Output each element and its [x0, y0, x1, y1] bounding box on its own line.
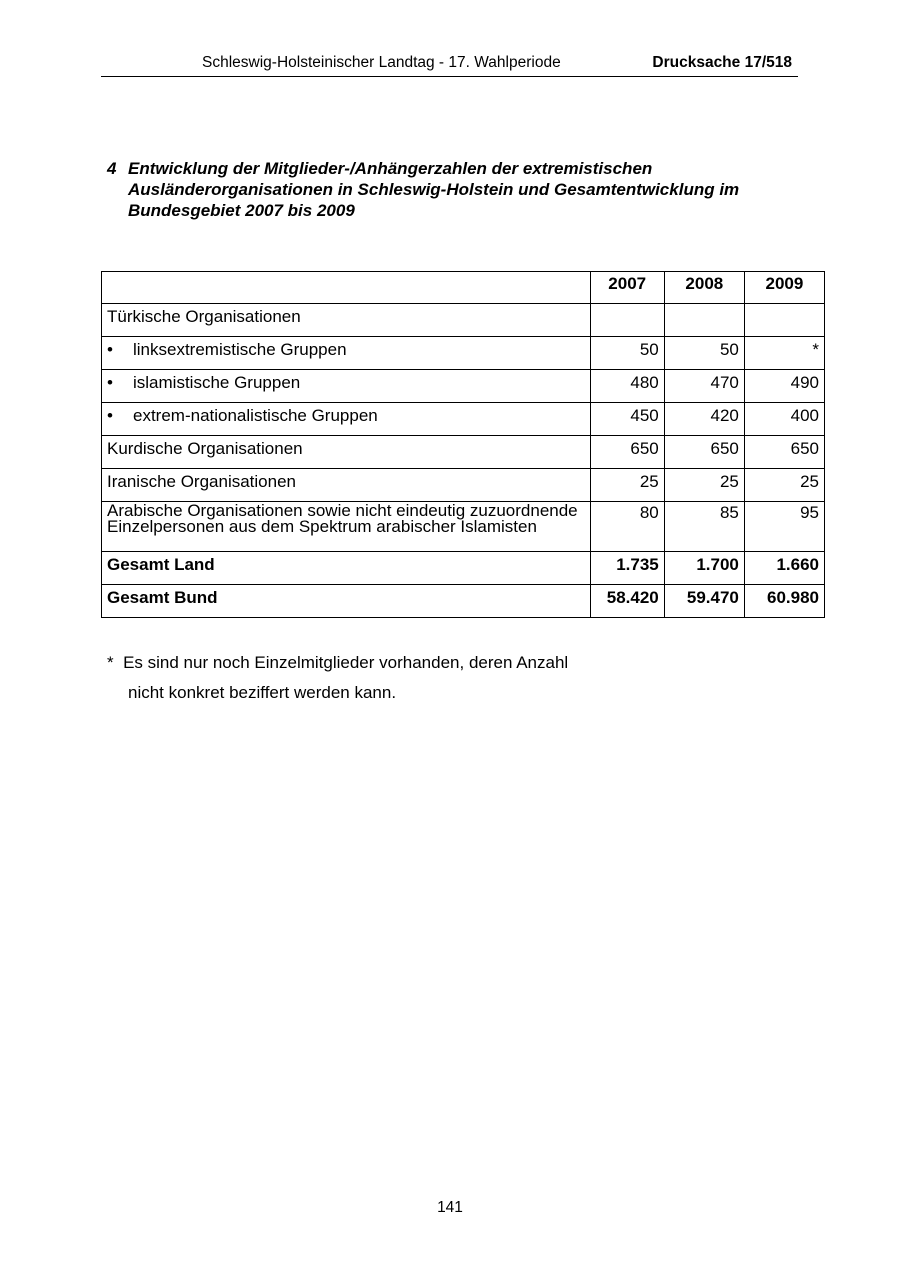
header-title: Schleswig-Holsteinischer Landtag - 17. Wahlperiode — [202, 54, 561, 71]
cell-value: 25 — [744, 469, 824, 502]
cell-value: 25 — [590, 469, 664, 502]
row-label: extrem-nationalistische Gruppen — [133, 406, 378, 425]
cell-value: 50 — [590, 337, 664, 370]
section-title: Entwicklung der Mitglieder-/Anhängerzahlen der extremistischen Ausländerorganisationen in Schleswig-Holstein und Gesamtentwicklung im Bundesgebiet 2007 bis 2009 — [128, 159, 740, 220]
table-header-year: 2009 — [744, 272, 824, 304]
table-row-total-land — [102, 552, 825, 585]
table-row — [102, 436, 825, 469]
row-label-cell — [102, 337, 591, 370]
cell-value — [590, 304, 664, 337]
footnote — [107, 648, 568, 708]
cell-value: 1.700 — [664, 552, 744, 585]
cell-value: 1.660 — [744, 552, 824, 585]
table-header-year: 2007 — [590, 272, 664, 304]
section-number: 4 — [107, 159, 117, 178]
bullet: • — [107, 406, 113, 425]
cell-value: 450 — [590, 403, 664, 436]
cell-value — [744, 304, 824, 337]
table-row — [102, 469, 825, 502]
row-label: Türkische Organisationen — [102, 304, 591, 337]
table-row-total-bund — [102, 585, 825, 618]
cell-value: 650 — [664, 436, 744, 469]
cell-value: 420 — [664, 403, 744, 436]
page-number: 141 — [437, 1199, 463, 1216]
row-label: Kurdische Organisationen — [102, 436, 591, 469]
cell-value: 80 — [590, 502, 664, 552]
cell-value: 1.735 — [590, 552, 664, 585]
row-label: linksextremistische Gruppen — [133, 340, 347, 359]
row-label: Gesamt Bund — [102, 585, 591, 618]
cell-value: 95 — [744, 502, 824, 552]
table-row — [102, 370, 825, 403]
cell-value: 50 — [664, 337, 744, 370]
section-heading — [107, 158, 747, 221]
cell-value: 85 — [664, 502, 744, 552]
cell-value: 58.420 — [590, 585, 664, 618]
row-label: Iranische Organisationen — [102, 469, 591, 502]
bullet: • — [107, 340, 113, 359]
cell-value: 480 — [590, 370, 664, 403]
cell-value: 650 — [744, 436, 824, 469]
cell-value: * — [744, 337, 824, 370]
cell-value: 400 — [744, 403, 824, 436]
cell-value: 650 — [590, 436, 664, 469]
table-row — [102, 304, 825, 337]
row-label-cell — [102, 403, 591, 436]
footnote-marker: * — [107, 653, 114, 672]
cell-value: 59.470 — [664, 585, 744, 618]
row-label: islamistische Gruppen — [133, 373, 301, 392]
footnote-text-2: nicht konkret beziffert werden kann. — [128, 683, 397, 702]
table-row — [102, 337, 825, 370]
table-header-row — [102, 272, 825, 304]
table-row — [102, 403, 825, 436]
row-label-cell — [102, 370, 591, 403]
header-document-number: Drucksache 17/518 — [652, 54, 792, 71]
cell-value: 470 — [664, 370, 744, 403]
row-label: Arabische Organisationen sowie nicht eindeutig zuzuordnende Einzelpersonen aus dem Spektrum arabischer Islamisten — [102, 502, 591, 552]
footnote-line-1 — [107, 648, 568, 678]
row-label: Gesamt Land — [102, 552, 591, 585]
cell-value: 60.980 — [744, 585, 824, 618]
footnote-text-1: Es sind nur noch Einzelmitglieder vorhanden, deren Anzahl — [123, 653, 569, 672]
cell-value — [664, 304, 744, 337]
membership-table — [101, 271, 825, 618]
cell-value: 490 — [744, 370, 824, 403]
page-header — [101, 52, 798, 77]
cell-value: 25 — [664, 469, 744, 502]
table-header-empty — [102, 272, 591, 304]
bullet: • — [107, 373, 113, 392]
table-header-year: 2008 — [664, 272, 744, 304]
table-row — [102, 502, 825, 552]
